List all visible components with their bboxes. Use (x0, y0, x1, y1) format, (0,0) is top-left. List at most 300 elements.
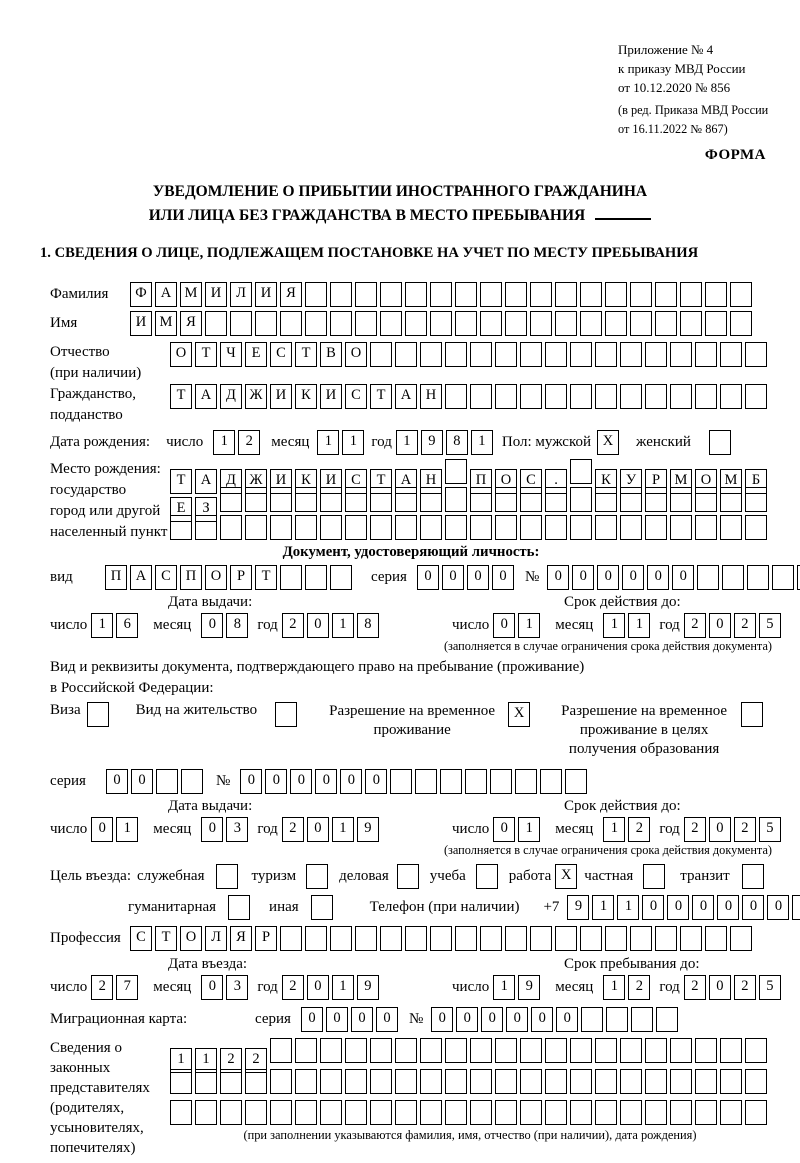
doc-number-cells[interactable] (547, 565, 800, 590)
form-cell[interactable]: Б (745, 469, 767, 494)
form-cell[interactable]: Т (170, 384, 192, 409)
form-cell[interactable] (470, 1100, 492, 1125)
form-cell[interactable]: 5 (759, 817, 781, 842)
form-cell[interactable] (565, 769, 587, 794)
form-cell[interactable] (480, 311, 502, 336)
form-cell[interactable] (295, 1038, 317, 1063)
form-cell[interactable] (570, 342, 592, 367)
form-cell[interactable]: О (170, 342, 192, 367)
form-cell[interactable]: 2 (734, 975, 756, 1000)
form-cell[interactable] (395, 515, 417, 540)
form-cell[interactable] (495, 487, 517, 512)
form-cell[interactable]: 0 (201, 817, 223, 842)
purpose-official-checkbox[interactable] (216, 864, 238, 889)
form-cell[interactable] (645, 1069, 667, 1094)
form-cell[interactable] (695, 1038, 717, 1063)
purpose-study-checkbox[interactable] (476, 864, 498, 889)
form-cell[interactable] (280, 926, 302, 951)
purpose-humanitarian-checkbox[interactable] (228, 895, 250, 920)
form-cell[interactable] (620, 1069, 642, 1094)
form-cell[interactable]: М (720, 469, 742, 494)
form-cell[interactable] (480, 926, 502, 951)
form-cell[interactable] (581, 1007, 603, 1032)
form-cell[interactable] (170, 1069, 192, 1094)
form-cell[interactable]: Я (280, 282, 302, 307)
form-cell[interactable] (580, 311, 602, 336)
form-cell[interactable]: 0 (742, 895, 764, 920)
form-cell[interactable] (745, 1069, 767, 1094)
form-cell[interactable] (670, 487, 692, 512)
form-cell[interactable] (245, 487, 267, 512)
form-cell[interactable] (645, 342, 667, 367)
residence-number-cells[interactable] (240, 769, 590, 794)
form-cell[interactable]: И (320, 469, 342, 494)
form-cell[interactable]: 1 (332, 817, 354, 842)
form-cell[interactable] (570, 1069, 592, 1094)
form-cell[interactable] (680, 311, 702, 336)
form-cell[interactable]: 5 (759, 975, 781, 1000)
form-cell[interactable] (345, 1100, 367, 1125)
form-cell[interactable] (722, 565, 744, 590)
form-cell[interactable]: Е (170, 497, 192, 522)
patronymic-cells[interactable] (170, 342, 770, 367)
male-checkbox[interactable]: X (597, 430, 619, 455)
form-cell[interactable]: 0 (506, 1007, 528, 1032)
form-cell[interactable] (470, 487, 492, 512)
form-cell[interactable]: Т (195, 342, 217, 367)
form-cell[interactable] (415, 769, 437, 794)
form-cell[interactable]: 1 (396, 430, 418, 455)
form-cell[interactable]: Ч (220, 342, 242, 367)
stay-day-cells[interactable] (493, 975, 543, 1000)
form-cell[interactable] (320, 1069, 342, 1094)
form-cell[interactable]: 0 (307, 613, 329, 638)
form-cell[interactable]: И (270, 384, 292, 409)
form-cell[interactable] (705, 282, 727, 307)
form-cell[interactable] (695, 1100, 717, 1125)
form-cell[interactable]: 0 (240, 769, 262, 794)
form-cell[interactable] (320, 1038, 342, 1063)
form-cell[interactable] (270, 1038, 292, 1063)
form-cell[interactable]: 9 (567, 895, 589, 920)
form-cell[interactable]: 2 (282, 817, 304, 842)
form-cell[interactable] (420, 515, 442, 540)
form-cell[interactable] (455, 282, 477, 307)
form-cell[interactable] (455, 926, 477, 951)
form-cell[interactable]: 2 (628, 975, 650, 1000)
form-cell[interactable] (520, 1100, 542, 1125)
form-cell[interactable] (470, 515, 492, 540)
form-cell[interactable]: 0 (692, 895, 714, 920)
form-cell[interactable] (495, 1038, 517, 1063)
form-cell[interactable]: И (270, 469, 292, 494)
form-cell[interactable] (220, 1069, 242, 1094)
form-cell[interactable] (370, 515, 392, 540)
form-cell[interactable]: А (395, 384, 417, 409)
form-cell[interactable] (170, 1100, 192, 1125)
form-cell[interactable] (545, 342, 567, 367)
form-cell[interactable] (570, 1038, 592, 1063)
form-cell[interactable]: К (295, 469, 317, 494)
form-cell[interactable] (680, 926, 702, 951)
form-cell[interactable] (395, 342, 417, 367)
form-cell[interactable]: 2 (734, 613, 756, 638)
form-cell[interactable]: 5 (759, 613, 781, 638)
form-cell[interactable] (280, 565, 302, 590)
entry-year-cells[interactable] (282, 975, 382, 1000)
form-cell[interactable] (705, 926, 727, 951)
female-checkbox[interactable] (709, 430, 731, 455)
form-cell[interactable] (631, 1007, 653, 1032)
form-cell[interactable] (792, 895, 800, 920)
form-cell[interactable] (355, 282, 377, 307)
form-cell[interactable]: 0 (467, 565, 489, 590)
form-cell[interactable]: 0 (201, 975, 223, 1000)
form-cell[interactable] (705, 311, 727, 336)
form-cell[interactable]: 1 (617, 895, 639, 920)
form-cell[interactable]: 1 (518, 613, 540, 638)
form-cell[interactable] (245, 1069, 267, 1094)
representatives-cells-row1[interactable] (170, 1038, 770, 1067)
form-cell[interactable] (580, 926, 602, 951)
form-cell[interactable]: 0 (572, 565, 594, 590)
form-cell[interactable] (395, 1069, 417, 1094)
form-cell[interactable] (181, 769, 203, 794)
birth-place-cells-row3[interactable] (170, 515, 770, 540)
form-cell[interactable] (772, 565, 794, 590)
form-cell[interactable] (695, 384, 717, 409)
form-cell[interactable] (355, 311, 377, 336)
form-cell[interactable]: 0 (365, 769, 387, 794)
form-cell[interactable]: В (320, 342, 342, 367)
form-cell[interactable]: С (345, 469, 367, 494)
form-cell[interactable] (370, 487, 392, 512)
form-cell[interactable]: 0 (531, 1007, 553, 1032)
form-cell[interactable] (720, 1038, 742, 1063)
purpose-other-checkbox[interactable] (311, 895, 333, 920)
form-cell[interactable]: С (130, 926, 152, 951)
form-cell[interactable] (520, 1069, 542, 1094)
form-cell[interactable] (270, 487, 292, 512)
form-cell[interactable] (345, 1038, 367, 1063)
form-cell[interactable] (445, 1100, 467, 1125)
form-cell[interactable] (156, 769, 178, 794)
representatives-cells-row2[interactable] (170, 1069, 770, 1094)
entry-day-cells[interactable] (91, 975, 141, 1000)
form-cell[interactable]: 9 (518, 975, 540, 1000)
form-cell[interactable]: 0 (493, 613, 515, 638)
form-cell[interactable]: Т (170, 469, 192, 494)
form-cell[interactable] (445, 342, 467, 367)
form-cell[interactable]: 0 (417, 565, 439, 590)
form-cell[interactable] (195, 1069, 217, 1094)
form-cell[interactable] (520, 384, 542, 409)
form-cell[interactable] (280, 311, 302, 336)
form-cell[interactable]: 2 (220, 1048, 242, 1073)
form-cell[interactable]: 0 (717, 895, 739, 920)
form-cell[interactable]: 0 (709, 613, 731, 638)
form-cell[interactable] (620, 384, 642, 409)
form-cell[interactable] (430, 311, 452, 336)
form-cell[interactable] (505, 926, 527, 951)
form-cell[interactable]: 0 (351, 1007, 373, 1032)
form-cell[interactable]: 0 (431, 1007, 453, 1032)
form-cell[interactable]: 0 (340, 769, 362, 794)
residence-issue-year-cells[interactable] (282, 817, 382, 842)
identity-valid-day-cells[interactable] (493, 613, 543, 638)
form-cell[interactable]: . (545, 469, 567, 494)
form-cell[interactable]: Л (205, 926, 227, 951)
birth-place-cells-row1[interactable] (170, 459, 770, 488)
form-cell[interactable]: И (205, 282, 227, 307)
form-cell[interactable]: 0 (492, 565, 514, 590)
form-cell[interactable] (455, 311, 477, 336)
form-cell[interactable]: А (130, 565, 152, 590)
form-cell[interactable]: 1 (603, 817, 625, 842)
form-cell[interactable]: И (130, 311, 152, 336)
form-cell[interactable] (645, 487, 667, 512)
form-cell[interactable] (470, 384, 492, 409)
form-cell[interactable] (195, 1100, 217, 1125)
form-cell[interactable] (245, 515, 267, 540)
form-cell[interactable]: 0 (315, 769, 337, 794)
form-cell[interactable] (745, 384, 767, 409)
form-cell[interactable] (595, 384, 617, 409)
form-cell[interactable] (445, 515, 467, 540)
form-cell[interactable]: 0 (647, 565, 669, 590)
form-cell[interactable] (495, 342, 517, 367)
form-cell[interactable]: 2 (734, 817, 756, 842)
form-cell[interactable]: 2 (684, 975, 706, 1000)
form-cell[interactable] (745, 515, 767, 540)
form-cell[interactable] (330, 926, 352, 951)
form-cell[interactable] (570, 515, 592, 540)
form-cell[interactable]: Д (220, 384, 242, 409)
form-cell[interactable] (580, 282, 602, 307)
form-cell[interactable] (695, 487, 717, 512)
form-cell[interactable]: Ж (245, 469, 267, 494)
form-cell[interactable] (420, 1069, 442, 1094)
form-cell[interactable]: 0 (201, 613, 223, 638)
form-cell[interactable] (480, 282, 502, 307)
form-cell[interactable]: 0 (622, 565, 644, 590)
form-cell[interactable]: А (155, 282, 177, 307)
form-cell[interactable] (465, 769, 487, 794)
form-cell[interactable] (470, 342, 492, 367)
form-cell[interactable] (570, 459, 592, 484)
form-cell[interactable]: М (670, 469, 692, 494)
form-cell[interactable]: 0 (376, 1007, 398, 1032)
form-cell[interactable]: Я (230, 926, 252, 951)
form-cell[interactable] (745, 1038, 767, 1063)
identity-issue-year-cells[interactable] (282, 613, 382, 638)
form-cell[interactable] (330, 311, 352, 336)
form-cell[interactable] (670, 1069, 692, 1094)
birth-year-cells[interactable] (396, 430, 496, 455)
form-cell[interactable] (645, 1038, 667, 1063)
form-cell[interactable]: Д (220, 469, 242, 494)
form-cell[interactable]: Р (230, 565, 252, 590)
form-cell[interactable]: И (255, 282, 277, 307)
form-cell[interactable] (305, 282, 327, 307)
form-cell[interactable]: Т (370, 469, 392, 494)
form-cell[interactable]: С (270, 342, 292, 367)
residence-issue-month-cells[interactable] (201, 817, 251, 842)
form-cell[interactable]: 8 (226, 613, 248, 638)
form-cell[interactable] (670, 384, 692, 409)
form-cell[interactable]: 0 (481, 1007, 503, 1032)
form-cell[interactable] (720, 342, 742, 367)
form-cell[interactable]: П (470, 469, 492, 494)
purpose-private-checkbox[interactable] (643, 864, 665, 889)
doc-series-cells[interactable] (417, 565, 517, 590)
form-cell[interactable] (430, 926, 452, 951)
form-cell[interactable] (255, 311, 277, 336)
form-cell[interactable] (345, 515, 367, 540)
form-cell[interactable] (420, 342, 442, 367)
form-cell[interactable] (720, 487, 742, 512)
form-cell[interactable]: К (295, 384, 317, 409)
form-cell[interactable]: 1 (603, 613, 625, 638)
form-cell[interactable] (545, 515, 567, 540)
form-cell[interactable]: М (155, 311, 177, 336)
form-cell[interactable]: Н (420, 384, 442, 409)
form-cell[interactable] (370, 342, 392, 367)
form-cell[interactable] (420, 1038, 442, 1063)
form-cell[interactable]: Р (255, 926, 277, 951)
form-cell[interactable] (720, 384, 742, 409)
form-cell[interactable] (270, 515, 292, 540)
entry-month-cells[interactable] (201, 975, 251, 1000)
form-cell[interactable]: 0 (106, 769, 128, 794)
form-cell[interactable]: 1 (91, 613, 113, 638)
form-cell[interactable] (530, 926, 552, 951)
form-cell[interactable]: 1 (332, 975, 354, 1000)
form-cell[interactable] (720, 1069, 742, 1094)
form-cell[interactable] (730, 282, 752, 307)
form-cell[interactable] (295, 1069, 317, 1094)
form-cell[interactable] (605, 282, 627, 307)
form-cell[interactable]: 7 (116, 975, 138, 1000)
form-cell[interactable]: 1 (213, 430, 235, 455)
form-cell[interactable]: 0 (301, 1007, 323, 1032)
form-cell[interactable]: 1 (592, 895, 614, 920)
stay-year-cells[interactable] (684, 975, 784, 1000)
form-cell[interactable] (620, 515, 642, 540)
form-cell[interactable] (520, 515, 542, 540)
form-cell[interactable] (747, 565, 769, 590)
form-cell[interactable] (445, 1069, 467, 1094)
form-cell[interactable]: 8 (446, 430, 468, 455)
form-cell[interactable]: 0 (131, 769, 153, 794)
form-cell[interactable]: 9 (357, 817, 379, 842)
purpose-transit-checkbox[interactable] (742, 864, 764, 889)
form-cell[interactable]: С (520, 469, 542, 494)
form-cell[interactable]: О (495, 469, 517, 494)
form-cell[interactable]: Т (370, 384, 392, 409)
form-cell[interactable] (570, 487, 592, 512)
form-cell[interactable]: Ф (130, 282, 152, 307)
form-cell[interactable]: 1 (170, 1048, 192, 1073)
form-cell[interactable] (745, 342, 767, 367)
form-cell[interactable]: О (205, 565, 227, 590)
form-cell[interactable] (656, 1007, 678, 1032)
form-cell[interactable] (720, 515, 742, 540)
form-cell[interactable]: Р (645, 469, 667, 494)
form-cell[interactable] (470, 1069, 492, 1094)
form-cell[interactable]: Т (155, 926, 177, 951)
birth-month-cells[interactable] (317, 430, 367, 455)
form-cell[interactable] (390, 769, 412, 794)
form-cell[interactable]: 3 (226, 975, 248, 1000)
form-cell[interactable] (730, 926, 752, 951)
residence-permit-checkbox[interactable] (275, 702, 297, 727)
form-cell[interactable] (295, 1100, 317, 1125)
identity-issue-month-cells[interactable] (201, 613, 251, 638)
form-cell[interactable] (370, 1038, 392, 1063)
form-cell[interactable] (595, 515, 617, 540)
form-cell[interactable] (445, 384, 467, 409)
form-cell[interactable] (670, 1038, 692, 1063)
form-cell[interactable] (545, 1038, 567, 1063)
form-cell[interactable] (220, 515, 242, 540)
form-cell[interactable] (570, 384, 592, 409)
visa-checkbox[interactable] (87, 702, 109, 727)
form-cell[interactable] (245, 1100, 267, 1125)
form-cell[interactable]: А (195, 384, 217, 409)
given-name-cells[interactable] (130, 311, 755, 336)
form-cell[interactable]: 0 (672, 565, 694, 590)
form-cell[interactable] (520, 1038, 542, 1063)
form-cell[interactable] (220, 487, 242, 512)
form-cell[interactable] (606, 1007, 628, 1032)
form-cell[interactable]: 2 (684, 817, 706, 842)
residence-valid-day-cells[interactable] (493, 817, 543, 842)
form-cell[interactable] (655, 926, 677, 951)
form-cell[interactable]: Т (295, 342, 317, 367)
form-cell[interactable] (545, 487, 567, 512)
form-cell[interactable] (445, 487, 467, 512)
form-cell[interactable] (490, 769, 512, 794)
form-cell[interactable]: П (105, 565, 127, 590)
form-cell[interactable] (745, 487, 767, 512)
form-cell[interactable] (670, 342, 692, 367)
form-cell[interactable] (630, 282, 652, 307)
birth-day-cells[interactable] (213, 430, 263, 455)
form-cell[interactable]: 2 (282, 975, 304, 1000)
form-cell[interactable] (655, 311, 677, 336)
form-cell[interactable]: 0 (642, 895, 664, 920)
residence-issue-day-cells[interactable] (91, 817, 141, 842)
temp-permit-edu-checkbox[interactable] (741, 702, 763, 727)
form-cell[interactable]: 6 (116, 613, 138, 638)
form-cell[interactable] (405, 282, 427, 307)
form-cell[interactable] (720, 1100, 742, 1125)
form-cell[interactable] (545, 384, 567, 409)
form-cell[interactable]: 0 (307, 817, 329, 842)
form-cell[interactable] (630, 311, 652, 336)
form-cell[interactable] (355, 926, 377, 951)
form-cell[interactable] (745, 1100, 767, 1125)
form-cell[interactable] (420, 1100, 442, 1125)
form-cell[interactable] (305, 311, 327, 336)
form-cell[interactable] (555, 926, 577, 951)
form-cell[interactable]: 0 (709, 975, 731, 1000)
form-cell[interactable] (420, 487, 442, 512)
form-cell[interactable]: 8 (357, 613, 379, 638)
form-cell[interactable] (380, 311, 402, 336)
form-cell[interactable]: 1 (332, 613, 354, 638)
